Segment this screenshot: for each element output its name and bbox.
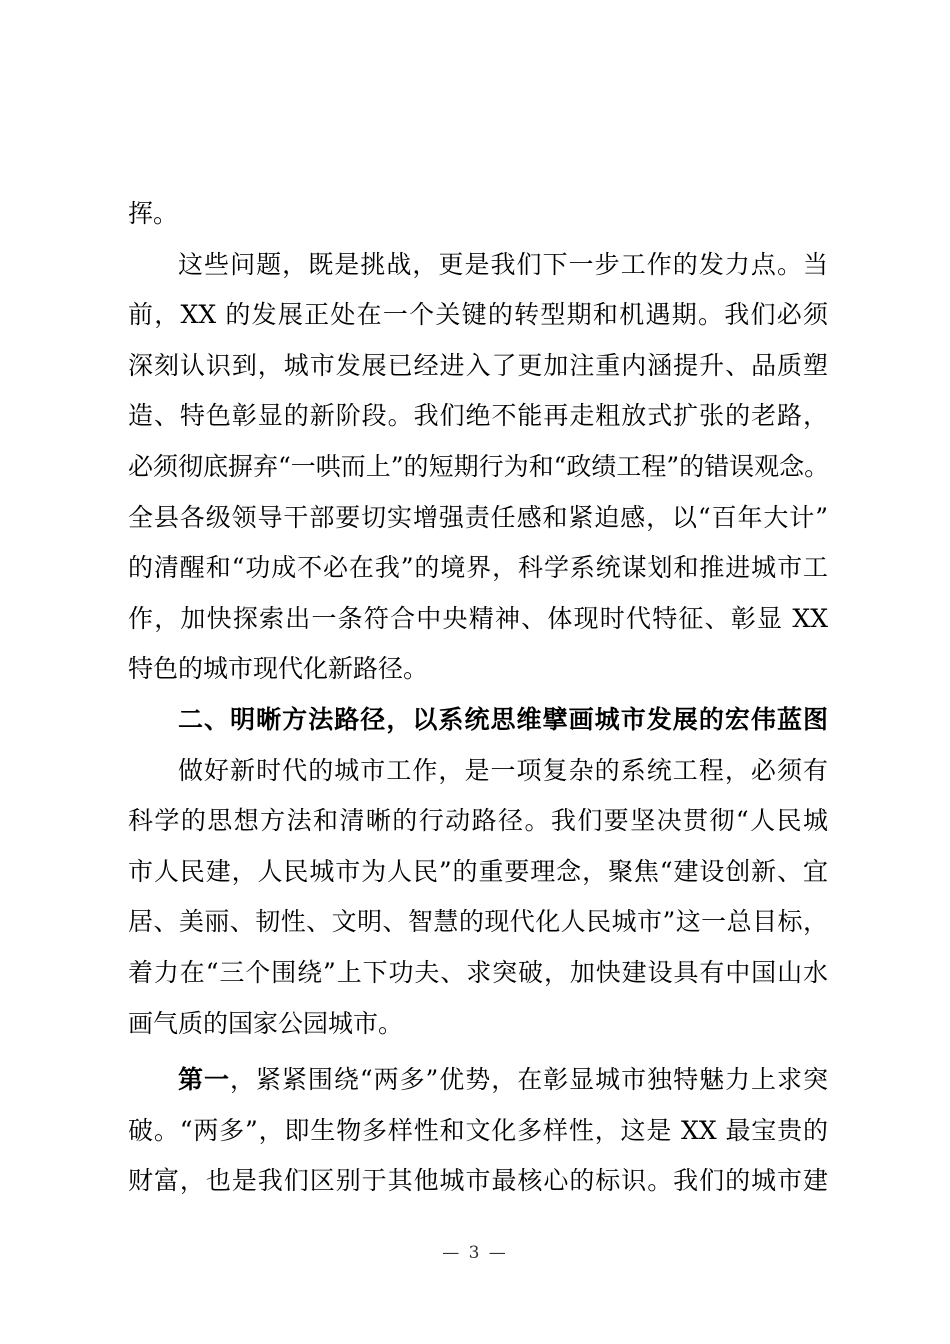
paragraph-line: 全县各级领导干部要切实增强责任感和紧迫感，以“百年大计” [128,502,828,532]
paragraph-line: 造、特色彰显的新阶段。我们绝不能再走粗放式扩张的老路， [128,401,828,431]
paragraph-line: 前，XX 的发展正处在一个关键的转型期和机遇期。我们必须 [128,300,828,330]
paragraph-line: 这些问题，既是挑战，更是我们下一步工作的发力点。当 [178,249,828,279]
paragraph-line: 作，加快探索出一条符合中央精神、体现时代特征、彰显 XX [128,603,828,633]
paragraph-line: 科学的思想方法和清晰的行动路径。我们要坚决贯彻“人民城 [128,806,828,836]
document-body [128,189,828,1207]
page-number: — 3 — [442,1243,508,1263]
paragraph-line: 特色的城市现代化新路径。 [128,654,429,684]
paragraph-line [128,1055,828,1106]
paragraph-line: 深刻认识到，城市发展已经进入了更加注重内涵提升、品质塑 [128,350,828,380]
paragraph-line: 必须彻底摒弃“一哄而上”的短期行为和“政绩工程”的错误观念。 [128,451,830,481]
paragraph-line: 的清醒和“功成不必在我”的境界，科学系统谋划和推进城市工 [128,553,828,583]
paragraph-line: 画气质的国家公园城市。 [128,1008,404,1038]
paragraph-line: 破。“两多”，即生物多样性和文化多样性，这是 XX 最宝贵的 [128,1115,828,1145]
section-heading: 二、明晰方法路径，以系统思维擘画城市发展的宏伟蓝图 [178,704,828,734]
paragraph-line: 做好新时代的城市工作，是一项复杂的系统工程，必须有 [178,755,828,785]
paragraph-line: 着力在“三个围绕”上下功夫、求突破，加快建设具有中国山水 [128,957,828,987]
paragraph-line: 财富，也是我们区别于其他城市最核心的标识。我们的城市建 [128,1166,828,1196]
paragraph-line: 挥。 [128,199,179,228]
paragraph-line: 居、美丽、韧性、文明、智慧的现代化人民城市”这一总目标， [128,907,828,937]
paragraph-line: 市人民建，人民城市为人民”的重要理念，聚焦“建设创新、宜 [128,856,828,886]
lead-bold-text: 第一 [178,1065,230,1095]
lead-rest-text: ，紧紧围绕“两多”优势，在彰显城市独特魅力上求突 [229,1065,828,1095]
